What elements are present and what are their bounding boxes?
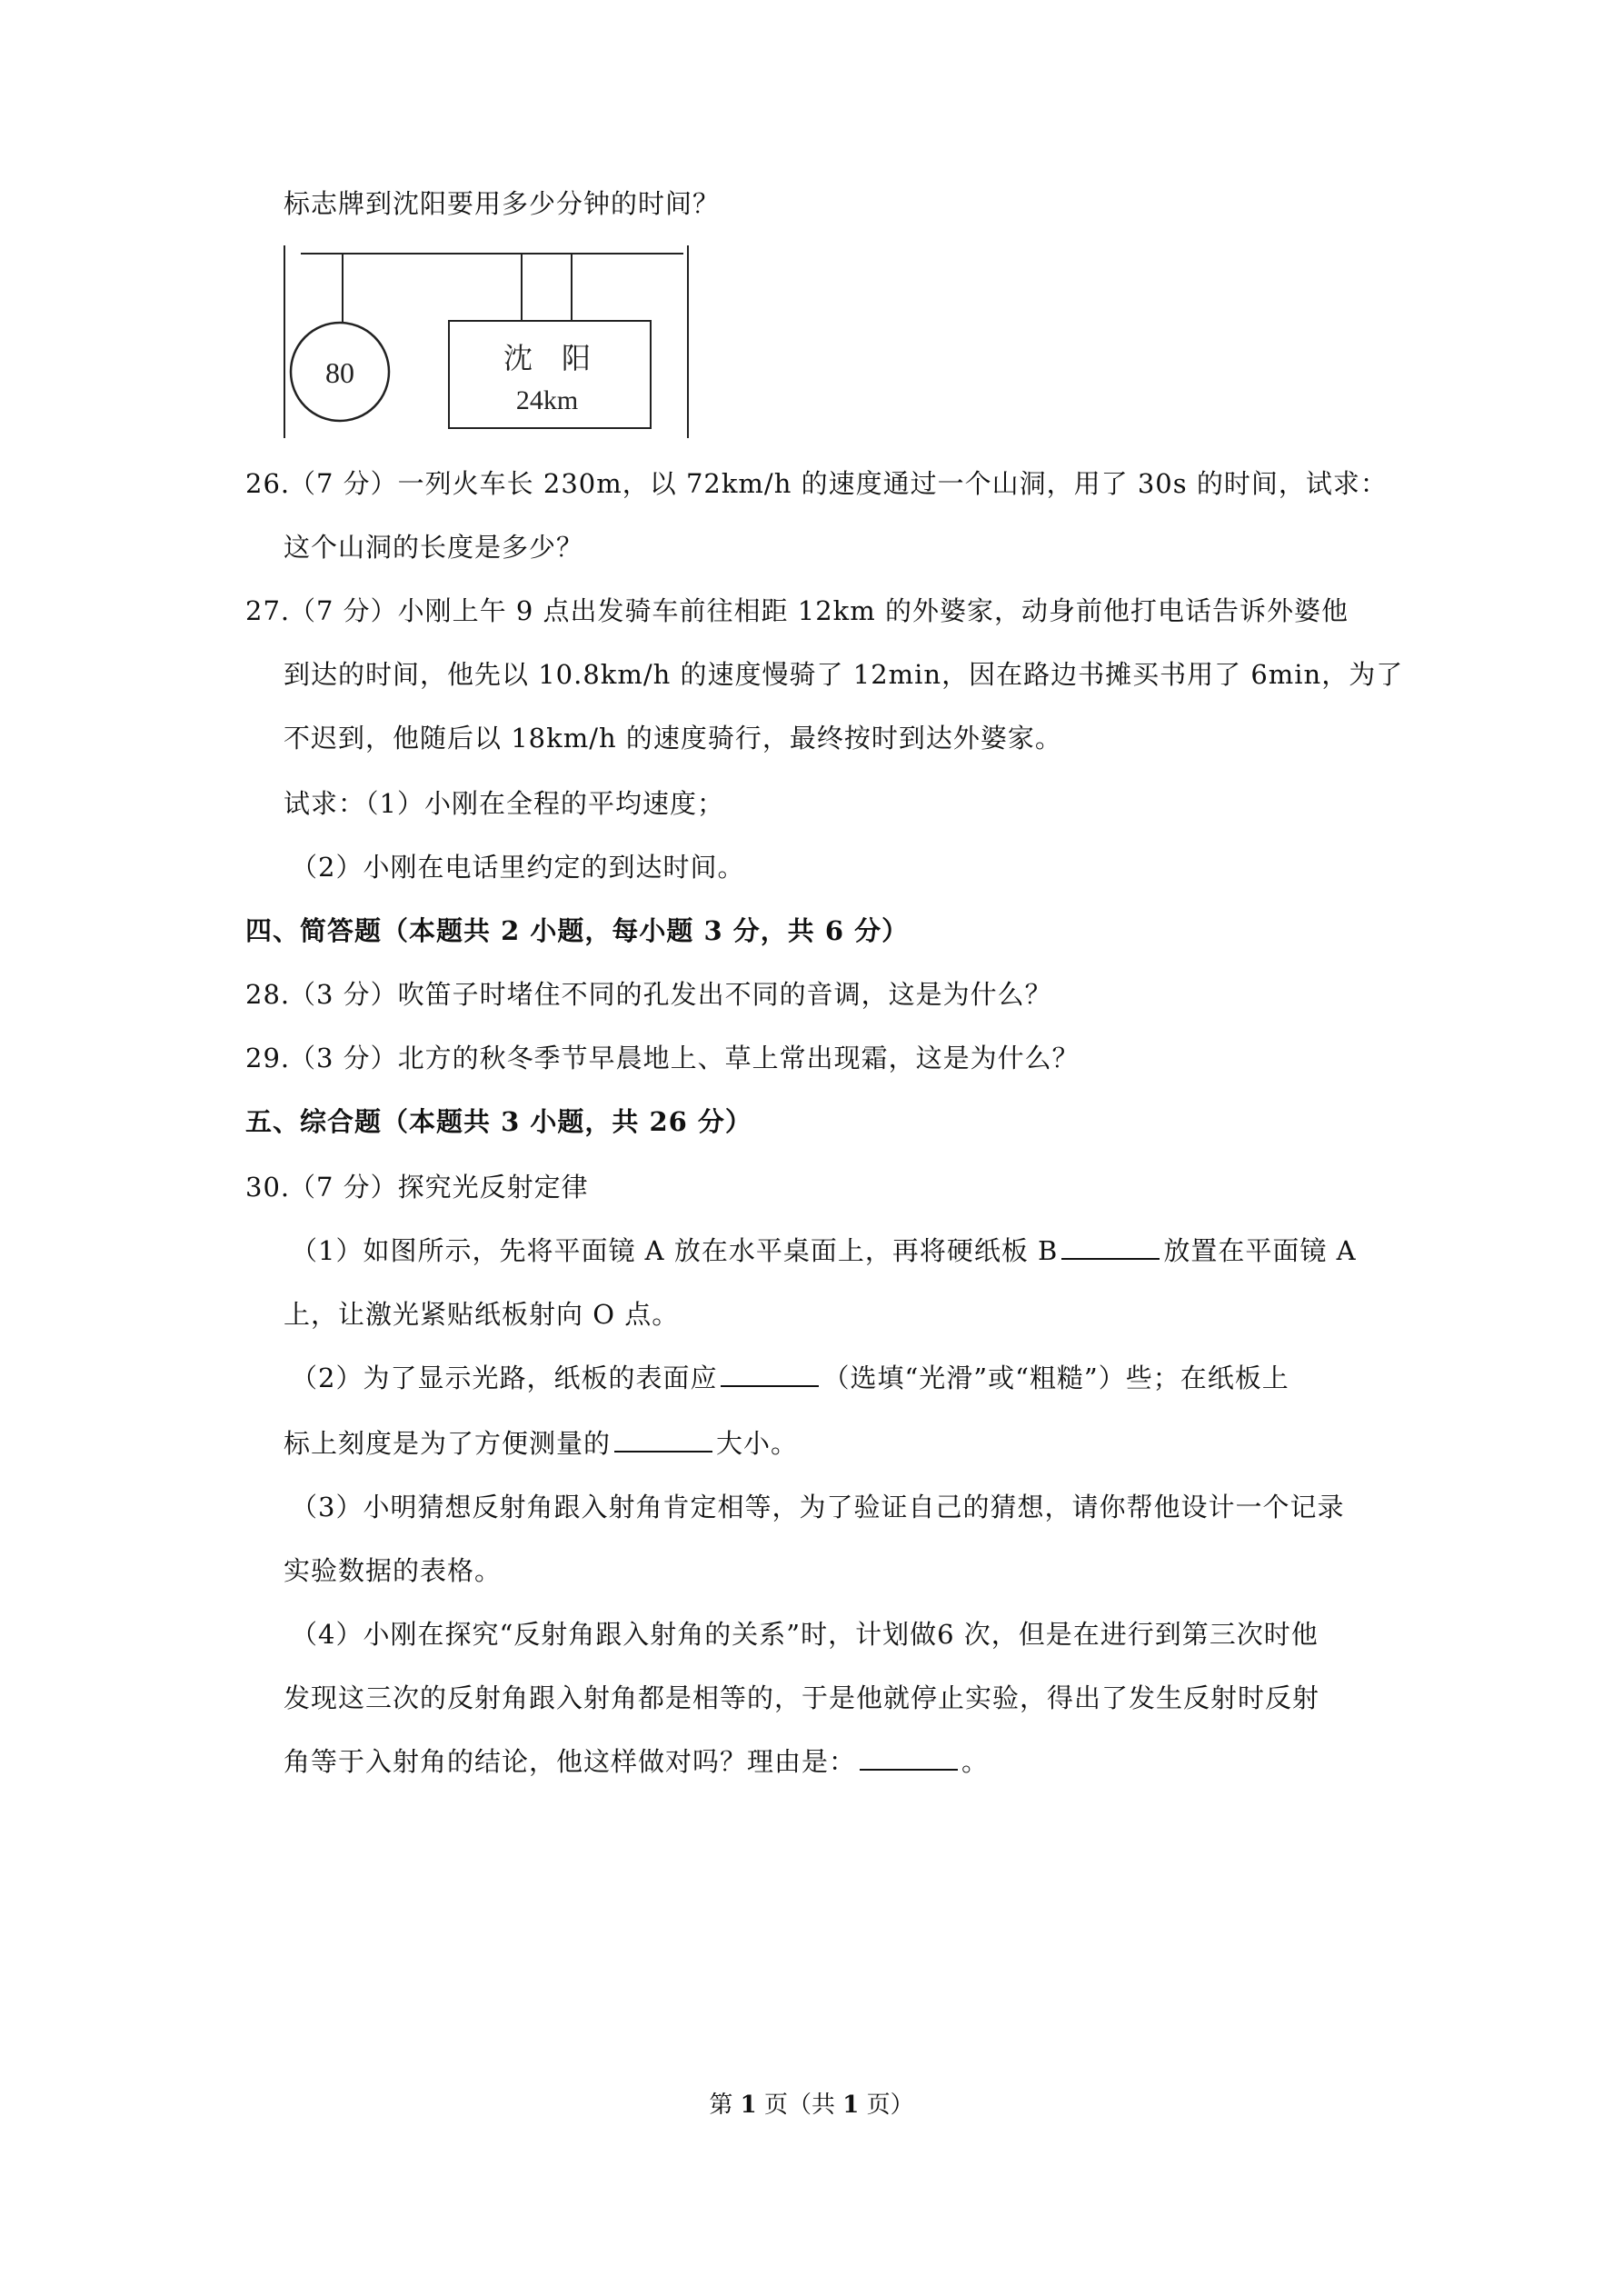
q27-line3: 不迟到，他随后以 18km/h 的速度骑行，最终按时到达外婆家。 — [284, 723, 1062, 754]
q29-text: （3 分）北方的秋冬季节早晨地上、草上常出现霜，这是为什么？ — [289, 1043, 1080, 1073]
road-sign-figure — [283, 245, 692, 438]
q30-blank-4[interactable] — [860, 1743, 958, 1771]
footer-prefix: 第 — [709, 2091, 741, 2119]
q30-part1-text-a: （1）如图所示，先将平面镜 A 放在水平桌面上，再将硬纸板 B — [291, 1235, 1059, 1266]
q27-number: 27. — [245, 595, 291, 626]
q30-part1-text-b: 放置在平面镜 A — [1163, 1235, 1357, 1266]
footer-suffix: 页） — [859, 2091, 914, 2119]
q30-blank-3[interactable] — [614, 1425, 712, 1452]
q26-line2: 这个山洞的长度是多少？ — [284, 532, 584, 563]
q30-blank-1[interactable] — [1061, 1233, 1160, 1260]
section-5-heading: 五、综合题（本题共 3 小题，共 26 分） — [245, 1106, 752, 1137]
q30-part4-text-d: 。 — [961, 1746, 990, 1777]
q30-part2-text-b: （选填“光滑”或“粗糙”）些；在纸板上 — [822, 1363, 1289, 1393]
q27-text-1: （7 分）小刚上午 9 点出发骑车前往相距 12km 的外婆家，动身前他打电话告诉外婆他 — [289, 595, 1349, 626]
section-4-heading: 四、简答题（本题共 2 小题，每小题 3 分，共 6 分） — [245, 915, 910, 946]
q26-line1 — [245, 465, 1388, 502]
q30-part2-line2 — [284, 1425, 798, 1462]
footer-page-number: 1 — [740, 2091, 757, 2119]
q30-part2-text-c: 标上刻度是为了方便测量的 — [284, 1428, 612, 1459]
q30-part2-text-a: （2）为了显示光路，纸板的表面应 — [291, 1363, 718, 1393]
q28-number: 28. — [245, 979, 291, 1010]
q27-line1 — [245, 593, 1349, 629]
footer-middle: 页（共 — [756, 2091, 843, 2119]
q27-line2: 到达的时间，他先以 10.8km/h 的速度慢骑了 12min，因在路边书摊买书用了 6min，为了 — [284, 659, 1404, 690]
q30-title-line — [245, 1169, 589, 1205]
q26-text-1: （7 分）一列火车长 230m，以 72km/h 的速度通过一个山洞，用了 30s 的时间，试求： — [289, 468, 1388, 499]
q28-line — [245, 976, 1052, 1013]
q30-blank-2[interactable] — [721, 1360, 819, 1387]
q30-part2-line1 — [291, 1360, 1289, 1396]
q30-part1-line1 — [291, 1233, 1357, 1269]
q30-part4-text-c: 角等于入射角的结论，他这样做对吗？理由是： — [284, 1746, 857, 1777]
q27-line4: 试求：（1）小刚在全程的平均速度； — [284, 788, 724, 819]
q28-text: （3 分）吹笛子时堵住不同的孔发出不同的音调，这是为什么？ — [289, 979, 1052, 1010]
distance-sign-km: 24km — [515, 385, 579, 415]
q30-part4-line3 — [284, 1743, 989, 1780]
q30-part4-line1: （4）小刚在探究“反射角跟入射角的关系”时，计划做6 次，但是在进行到第三次时他 — [291, 1619, 1319, 1650]
speed-limit-value: 80 — [325, 356, 354, 389]
q30-part4-line2: 发现这三次的反射角跟入射角都是相等的，于是他就停止实验，得出了发生反射时反射 — [284, 1682, 1320, 1713]
q30-title: （7 分）探究光反射定律 — [289, 1172, 589, 1203]
footer-total-pages: 1 — [842, 2091, 860, 2119]
q29-number: 29. — [245, 1043, 291, 1073]
distance-sign-city: 沈 阳 — [503, 342, 592, 374]
q30-part1-line2: 上，让激光紧贴纸板射向 O 点。 — [284, 1299, 680, 1330]
page-footer — [0, 2089, 1623, 2121]
q30-part3-line1: （3）小明猜想反射角跟入射角肯定相等，为了验证自己的猜想，请你帮他设计一个记录 — [291, 1492, 1345, 1522]
q30-part2-text-d: 大小。 — [716, 1428, 799, 1459]
q29-line — [245, 1040, 1080, 1076]
q30-part3-line2: 实验数据的表格。 — [284, 1555, 503, 1586]
q25-text: 标志牌到沈阳要用多少分钟的时间？ — [284, 188, 721, 219]
q26-number: 26. — [245, 468, 291, 499]
q30-number: 30. — [245, 1172, 291, 1203]
q27-line5: （2）小刚在电话里约定的到达时间。 — [291, 852, 745, 883]
